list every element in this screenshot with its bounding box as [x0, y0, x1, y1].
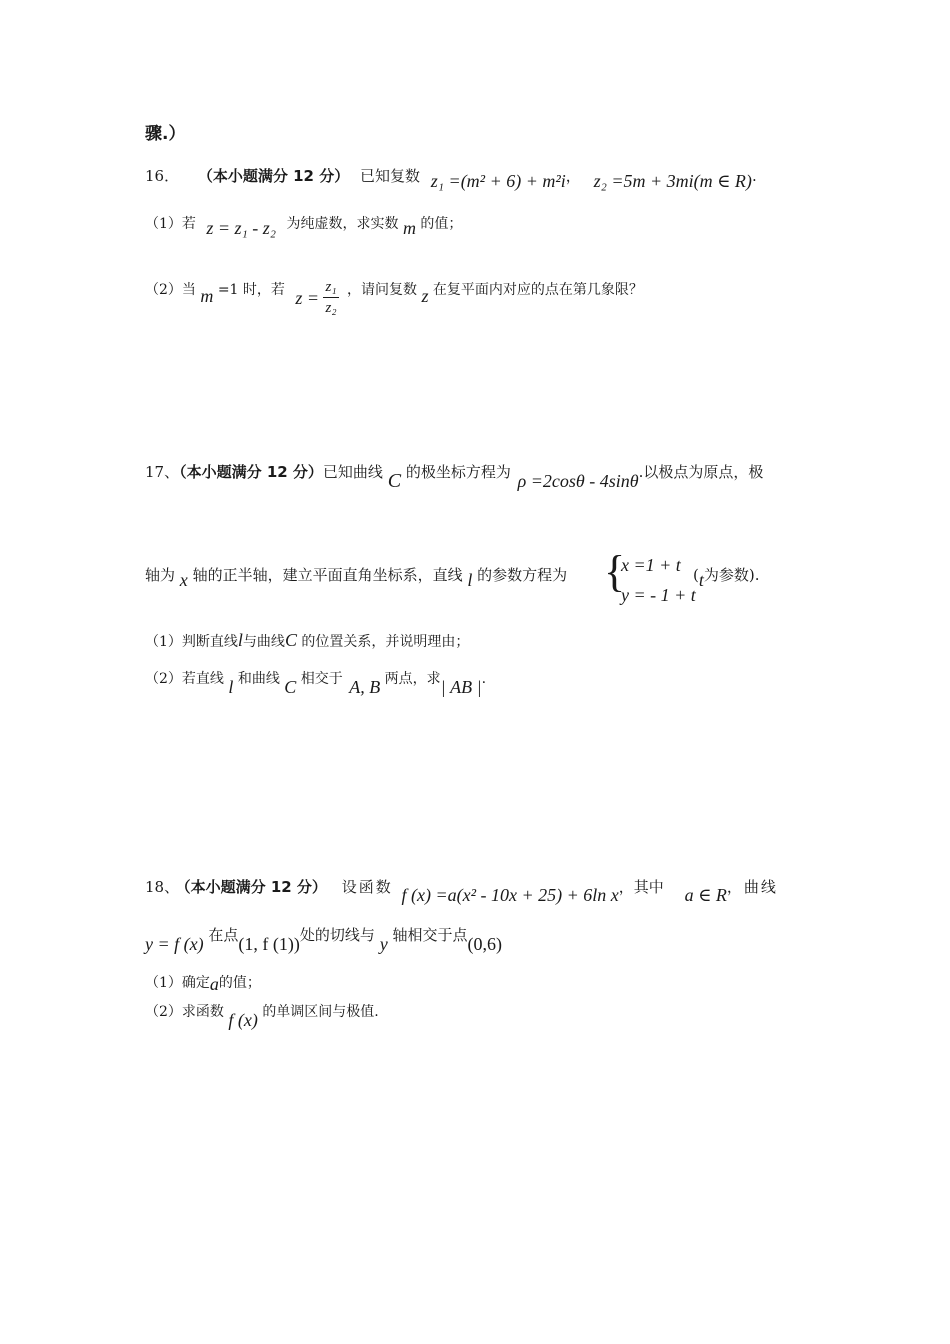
q16-score: （本小题满分 12 分） [197, 167, 350, 185]
q16-p2-z: z [421, 286, 429, 306]
q18-p2-text: 的单调区间与极值. [262, 1004, 379, 1020]
q17-p2-ab: | AB | [440, 677, 482, 697]
q18-f-expr: f (x) =a(x² - 10x + 25) + 6ln x [401, 885, 619, 905]
q17-p2-text-b: 相交于 [300, 671, 343, 687]
q16-z2-expr: z₂ =5m + 3mi(m ∈ R) [593, 171, 752, 191]
q17-curve: C [387, 470, 402, 492]
q18-line-2 [145, 925, 502, 954]
q18-stem-c: ，曲线 [726, 878, 778, 896]
q17-stem-c: .以极点为原点，极 [638, 463, 764, 481]
q18-part-1 [145, 972, 261, 994]
q16-p1-var: m [402, 218, 416, 238]
q16-p2-z-eq: z = [295, 288, 320, 308]
q18-line2-pt2: (0,6) [467, 934, 502, 954]
q16-p2-text-a: =1 时，若 [217, 282, 285, 298]
q16-p2-numerator: z₁ [323, 280, 338, 298]
q18-p2-f: f (x) [228, 1010, 258, 1030]
q17-x-var: x [179, 570, 188, 590]
q17-line2-a: 轴为 [145, 566, 176, 584]
q17-p1-label: （1）判断直线 [145, 634, 238, 650]
q18-p1-var: a [209, 974, 219, 994]
q16-p2-var: m [200, 286, 214, 306]
q17-part-1 [145, 631, 469, 649]
q17-stem-b: 的极坐标方程为 [405, 463, 511, 481]
q16-p1-text-b: 的值； [420, 216, 463, 232]
q18-p1-text: 的值； [218, 975, 261, 991]
q17-score: （本小题满分 12 分） [179, 463, 323, 481]
q17-part-2 [145, 668, 487, 697]
q17-line-2 [145, 565, 568, 590]
q16-part-1 [145, 213, 463, 238]
q17-p1-l: l [237, 630, 243, 650]
q16-comma: ， [565, 167, 581, 185]
q17-param-x: x =1 + t [621, 555, 681, 575]
question-16 [145, 166, 757, 191]
q18-line2-pt: (1, f (1)) [238, 934, 300, 954]
q16-part-2 [145, 272, 643, 316]
q16-number: 16． [145, 167, 180, 185]
q18-p2-label: （2）求函数 [145, 1004, 224, 1020]
q18-a-in-r: a ∈ R [684, 885, 727, 905]
q16-p1-label: （1）若 [145, 216, 196, 232]
q17-p1-text-b: 的位置关系，并说明理由； [301, 634, 470, 650]
q17-polar-expr: ρ =2cosθ - 4sinθ [517, 471, 639, 491]
q16-stem: 已知复数 [359, 167, 420, 185]
q18-p1-label: （1）确定 [145, 975, 210, 991]
q17-p2-label: （2）若直线 [145, 671, 224, 687]
q16-p2-text-b: ，请问复数 [347, 282, 417, 298]
q16-p2-text-c: 在复平面内对应的点在第几象限？ [432, 282, 643, 298]
q18-line2-c: 轴相交于点 [392, 926, 468, 944]
q18-y-var: y [379, 934, 388, 954]
q16-p2-label: （2）当 [145, 282, 196, 298]
q17-param-note-b: 为参数). [703, 566, 760, 584]
q18-part-2 [145, 1001, 379, 1030]
q17-p2-l: l [228, 677, 234, 697]
question-18 [145, 877, 778, 905]
q17-l-var: l [467, 570, 473, 590]
q16-p2-denominator: z₂ [325, 300, 337, 316]
q17-p1-c: C [284, 630, 297, 650]
q18-stem-a: 设函数 [341, 878, 393, 896]
q17-line2-c: 的参数方程为 [477, 566, 568, 584]
q17-number: 17、 [145, 463, 180, 481]
q17-p2-c: C [284, 677, 297, 697]
q17-p2-text-c: 两点，求 [384, 671, 441, 687]
q16-p2-fraction [323, 280, 338, 316]
q16-end: . [751, 167, 757, 185]
intro-tail: 骤.） [145, 124, 186, 144]
q17-t-var: t [698, 570, 704, 590]
q17-brace: { [604, 547, 626, 596]
q18-line2-curve: y = f (x) [145, 934, 204, 954]
q17-line2-b: 轴的正半轴，建立平面直角坐标系，直线 [192, 566, 463, 584]
q17-stem-a: 已知曲线 [322, 463, 383, 481]
q17-p2-text-a: 和曲线 [237, 671, 280, 687]
q16-p1-expr: z = z₁ - z₂ [206, 218, 277, 238]
q16-z1-expr: z₁ =(m² + 6) + m²i [430, 171, 566, 191]
q18-line2-a: 在点 [208, 926, 239, 944]
q18-number: 18、 [145, 878, 180, 896]
q16-p1-text-a: 为纯虚数，求实数 [286, 216, 399, 232]
q17-param-y: y = - 1 + t [621, 585, 696, 605]
q17-param-note-a: ( [693, 566, 699, 584]
q18-score: （本小题满分 12 分） [183, 878, 327, 896]
q18-line2-b: 处的切线与 [299, 926, 375, 944]
q17-p1-text-a: 与曲线 [242, 634, 285, 650]
q17-param-note [693, 565, 760, 590]
q17-p2-end: . [481, 671, 487, 687]
question-17 [145, 461, 764, 492]
q17-p2-pts: A, B [349, 677, 381, 697]
q18-stem-b: ，其中 [618, 878, 664, 896]
